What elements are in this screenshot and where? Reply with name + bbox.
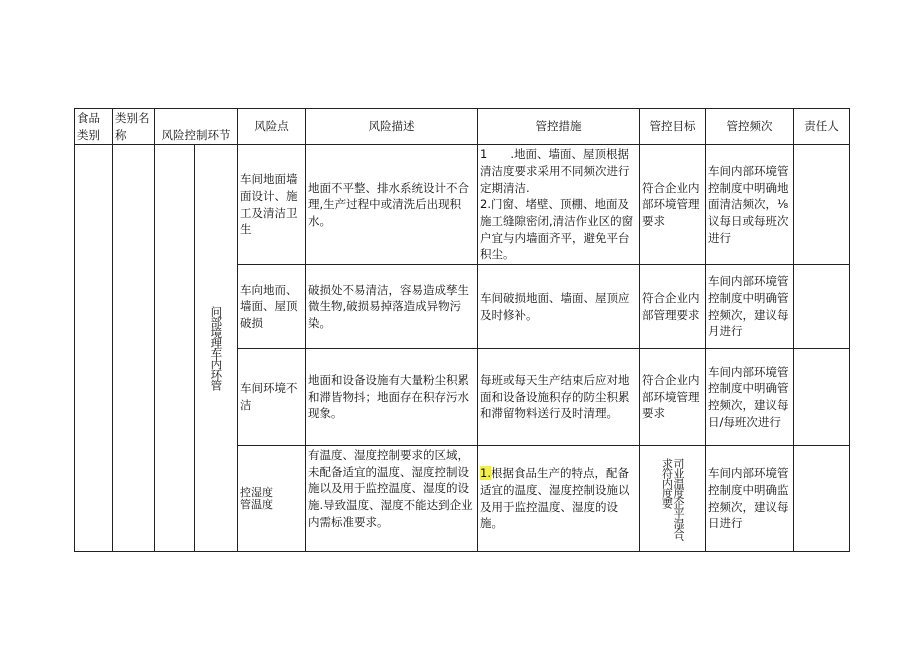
risk-control-table xyxy=(74,108,850,552)
measures-number-marker: 1. xyxy=(480,466,491,481)
risk-point-text: 控湿度管温度 xyxy=(240,486,273,511)
header-target: 管控目标 xyxy=(640,109,706,145)
responsible-cell xyxy=(794,446,850,552)
measures-cell: 车间破损地面、墙面、屋顶应及时修补。 xyxy=(478,265,640,349)
header-risk-point: 风险点 xyxy=(238,109,306,145)
responsible-cell xyxy=(794,145,850,265)
frequency-cell: 车间内部环境管控制度中明确管控频次，建议每日/每班次进行 xyxy=(706,349,794,446)
risk-point-cell: 车向地而、墙面、屋顶破损 xyxy=(238,265,306,349)
target-cell: 符合企业内部环境管理要求 xyxy=(640,145,706,265)
measures-cell: 每班或每天生产结束后应对地面和设备设施积存的防尘积累和滞留物料送行及时清理。 xyxy=(478,349,640,446)
header-control-link: 风险控制环节 xyxy=(155,109,238,145)
header-frequency: 管控频次 xyxy=(706,109,794,145)
measures-cell: 1 .地面、墙面、屋顶根据清洁度要求采用不同频次进行定期清洁. 2.门窗、堵壁、顶棚、地面及施工缝隙密闭,清洁作业区的窗户宜与内墙面齐平，避免平台积尘。 xyxy=(478,145,640,265)
risk-desc-cell: 破损处不易清洁，容易造成孳生微生物,破损易掉落造成异物污染。 xyxy=(306,265,478,349)
risk-point-cell: 车间环境不洁 xyxy=(238,349,306,446)
risk-point-cell: 车间地面墙面设计、施工及清洁卫生 xyxy=(238,145,306,265)
header-responsible: 责任人 xyxy=(794,109,850,145)
target-cell: 符合企业内部环境管理要求 xyxy=(640,349,706,446)
risk-desc-cell: 有温度、湿度控制要求的区域，未配备适宜的温度、湿度控制设施以及用于监控温度、湿度的设施.导致温度、湿度不能达到企业内需标准要求。 xyxy=(306,446,478,552)
control-link-text: 问部境理车内环管 xyxy=(209,306,224,391)
risk-desc-cell: 地面和设备设施有大量粉尘积累和滞皆物抖；地面存在积存污水现象。 xyxy=(306,349,478,446)
target-cell xyxy=(640,446,706,552)
responsible-cell xyxy=(794,265,850,349)
target-cell: 符合企业内部管理要求 xyxy=(640,265,706,349)
frequency-cell: 车间内部环境管控制度中明确管控频次，建议每月进行 xyxy=(706,265,794,349)
category-cell xyxy=(75,145,113,552)
table-row xyxy=(75,145,850,265)
header-row xyxy=(75,109,850,145)
header-category: 食品类别 xyxy=(75,109,113,145)
responsible-cell xyxy=(794,349,850,446)
control-link-blank-cell xyxy=(155,145,195,552)
risk-desc-cell: 地面不平整、排水系统设计不合理,生产过程中或清洗后出现积水。 xyxy=(306,145,478,265)
header-measures: 管控措施 xyxy=(478,109,640,145)
header-category-name: 类别名称 xyxy=(113,109,155,145)
control-link-cell xyxy=(195,145,238,552)
frequency-cell: 车间内部环境管控制度中明确监控频次，建议每日进行 xyxy=(706,446,794,552)
measures-text: 根据食品生产的特点，配备适宜的温度、湿度控制设施以及用于监控温度、湿度的设施。 xyxy=(480,466,630,531)
target-text: 司业温度企平湿合、求符内度要 xyxy=(660,458,686,549)
header-risk-desc: 风险描述 xyxy=(306,109,478,145)
frequency-cell: 车间内部环境管控制度中明确地面清洁频次，⅛议每日或每班次进行 xyxy=(706,145,794,265)
category-name-cell xyxy=(113,145,155,552)
risk-point-cell xyxy=(238,446,306,552)
measures-cell xyxy=(478,446,640,552)
